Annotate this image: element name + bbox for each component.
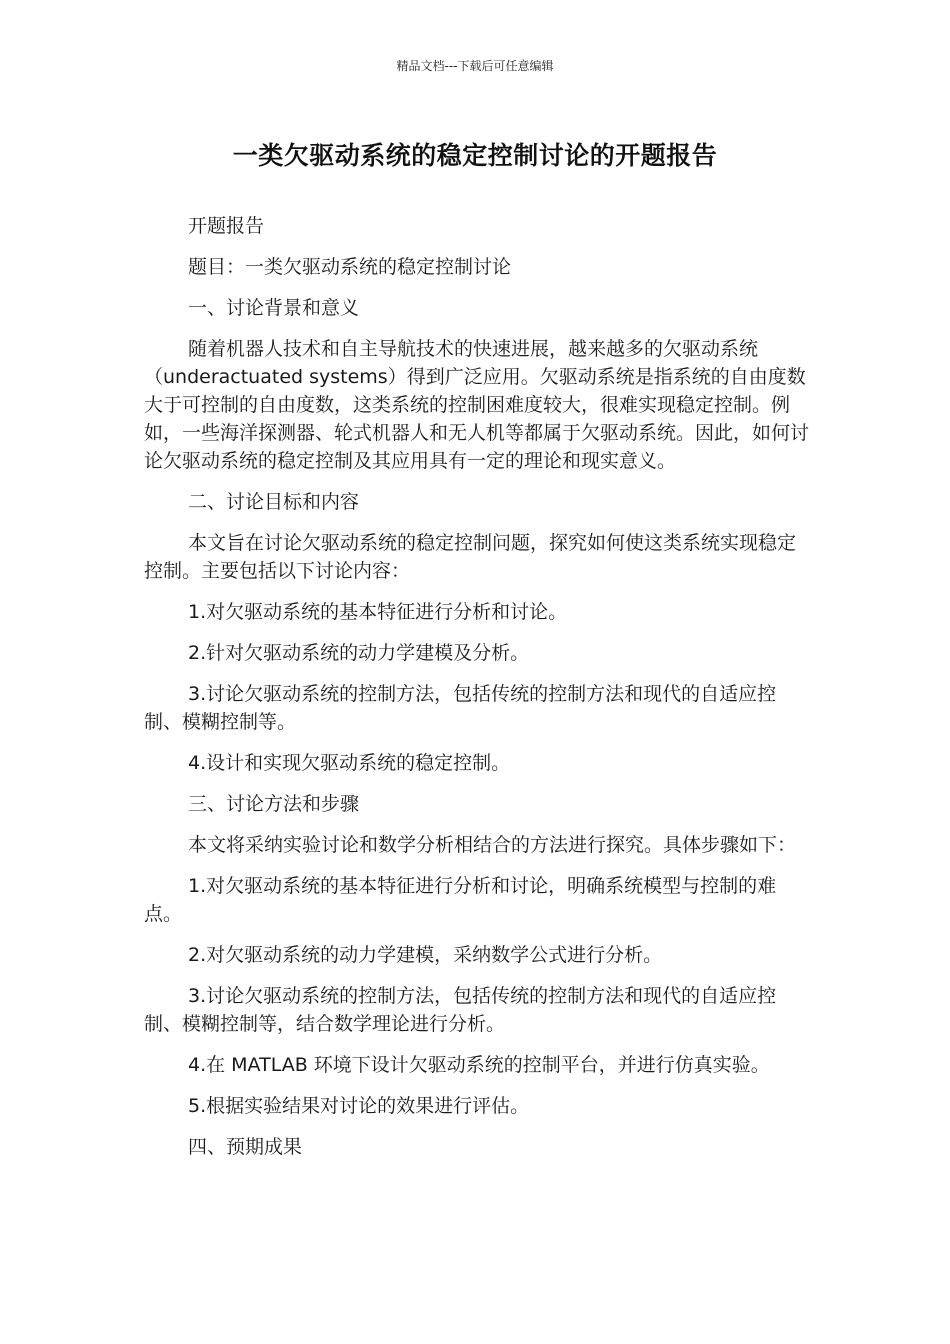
list-item: 2.针对欠驱动系统的动力学建模及分析。 [188,642,530,664]
list-item: 4.在 MATLAB 环境下设计欠驱动系统的控制平台，并进行仿真实验。 [188,1054,770,1076]
paragraph: 题目：一类欠驱动系统的稳定控制讨论 [188,256,512,278]
list-item: 3.讨论欠驱动系统的控制方法，包括传统的控制方法和现代的自适应控制、模糊控制等，结合数学理论进行分析。 [144,985,777,1035]
paragraph: 随着机器人技术和自主导航技术的快速进展，越来越多的欠驱动系统（underactuated systems）得到广泛应用。欠驱动系统是指系统的自由度数大于可控制的自由度数，这类系统的控制困难度较大，很难实现稳定控制。例如，一些海洋探测器、轮式机器人和无人机等都属于欠驱动系统。因此，如何讨论欠驱动系统的稳定控制及其应用具有一定的理论和现实意义。 [144,338,810,472]
section-heading: 一、讨论背景和意义 [188,297,360,319]
list-item: 1.对欠驱动系统的基本特征进行分析和讨论，明确系统模型与控制的难点。 [144,875,777,925]
section-heading: 二、讨论目标和内容 [188,491,360,513]
paragraph: 开题报告 [188,215,265,237]
list-item: 4.设计和实现欠驱动系统的稳定控制。 [188,752,511,774]
header-note: 精品文档---下载后可任意编辑 [396,59,554,73]
paragraph: 本文旨在讨论欠驱动系统的稳定控制问题，探究如何使这类系统实现稳定控制。主要包括以下讨论内容： [144,532,797,582]
section-heading: 三、讨论方法和步骤 [188,793,360,815]
list-item: 1.对欠驱动系统的基本特征进行分析和讨论。 [188,601,568,623]
paragraph: 本文将采纳实验讨论和数学分析相结合的方法进行探究。具体步骤如下： [188,834,797,856]
document-title: 一类欠驱动系统的稳定控制讨论的开题报告 [232,141,718,170]
document-body [144,212,812,1174]
list-item: 3.讨论欠驱动系统的控制方法，包括传统的控制方法和现代的自适应控制、模糊控制等。 [144,683,777,733]
list-item: 5.根据实验结果对讨论的效果进行评估。 [188,1095,530,1117]
list-item: 2.对欠驱动系统的动力学建模，采纳数学公式进行分析。 [188,944,663,966]
section-heading: 四、预期成果 [188,1136,303,1158]
